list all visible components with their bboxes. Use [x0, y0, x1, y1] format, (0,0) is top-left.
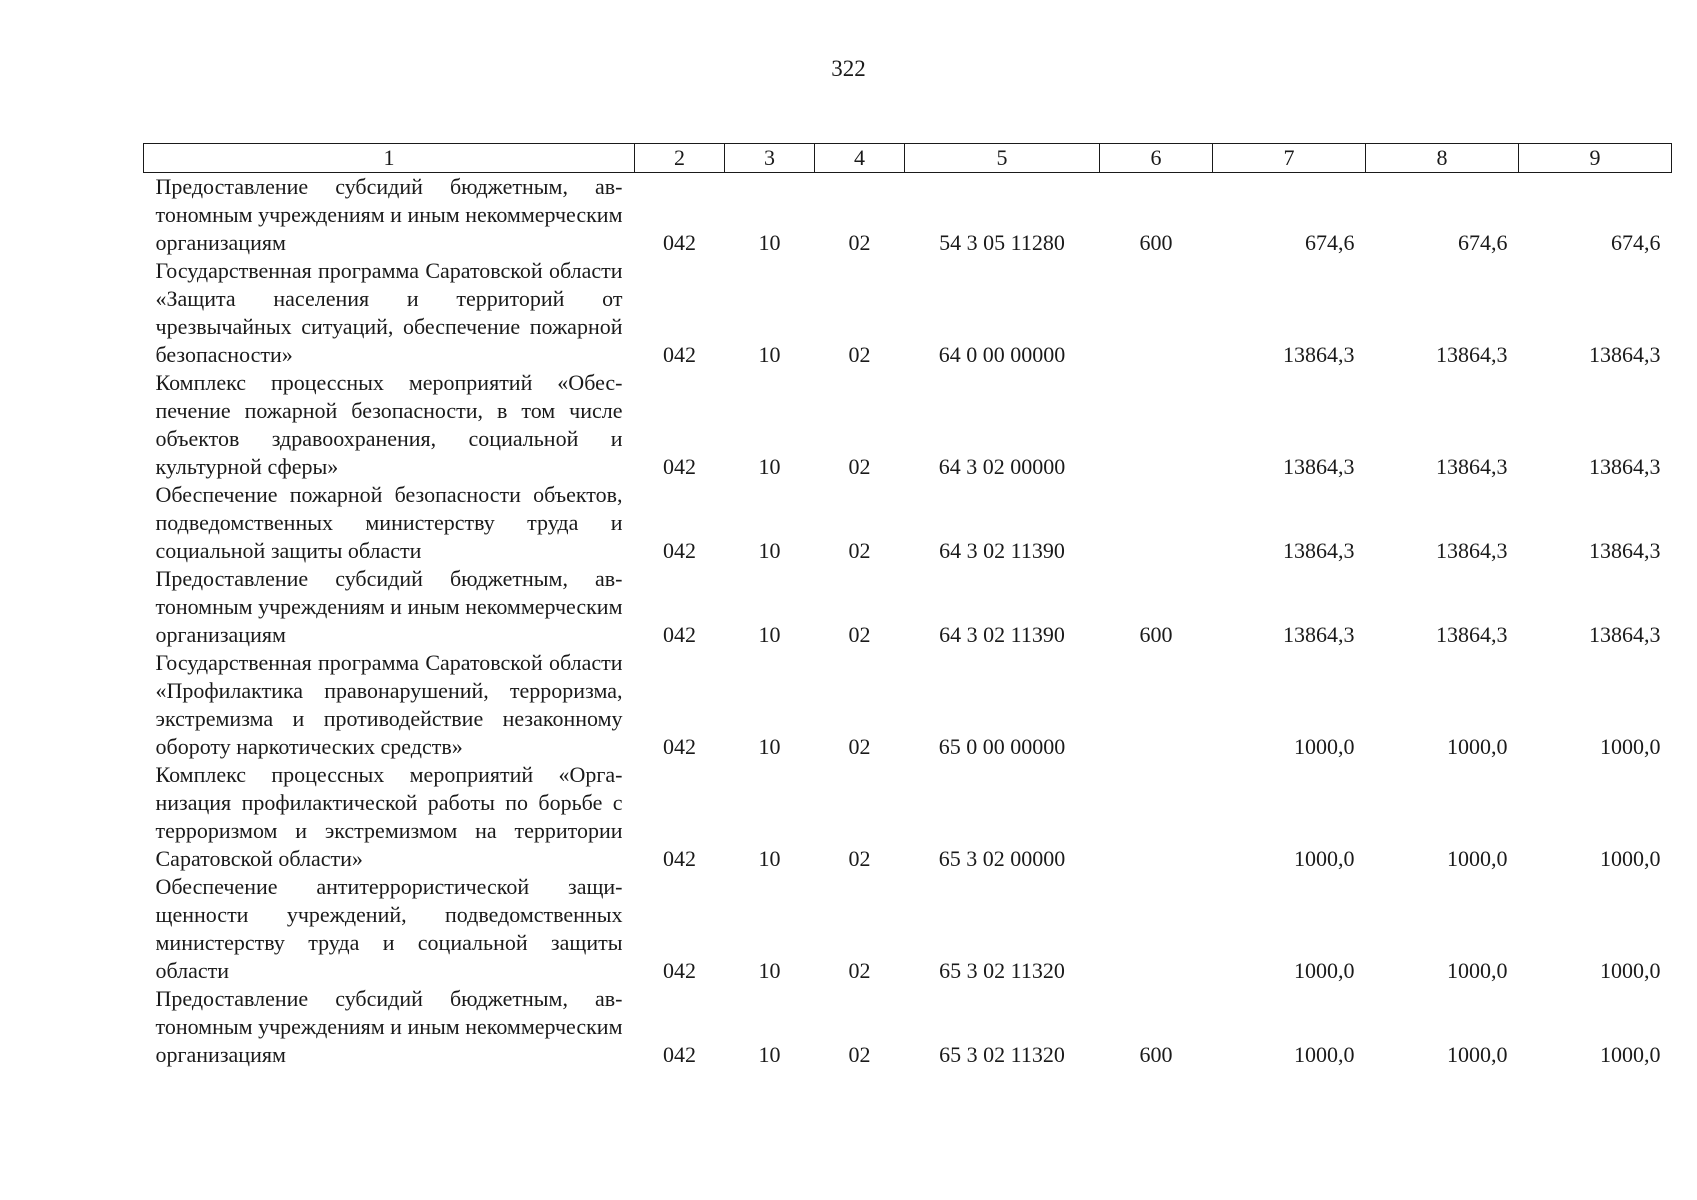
amount-cell: 674,6 [1458, 230, 1508, 255]
expense-type-cell: 600 [1139, 230, 1173, 255]
expense-type-cell [1100, 873, 1213, 985]
subsection-cell: 02 [848, 622, 871, 647]
amount-cell: 1000,0 [1447, 958, 1508, 983]
code-cell: 042 [663, 958, 696, 983]
amount-cell: 13864,3 [1283, 454, 1355, 479]
target-article-cell: 64 3 02 11390 [939, 538, 1065, 563]
section-cell: 10 [758, 454, 781, 479]
subsection-cell: 02 [848, 958, 871, 983]
subsection-cell: 02 [848, 342, 871, 367]
table-body [144, 173, 1672, 1070]
table-row [144, 565, 1672, 649]
target-article-cell: 64 3 02 00000 [938, 454, 1066, 479]
section-cell: 10 [758, 622, 781, 647]
target-article-cell: 65 0 00 00000 [938, 734, 1066, 759]
section-cell: 10 [758, 342, 781, 367]
table-row [144, 649, 1672, 761]
section-cell: 10 [758, 1042, 781, 1067]
amount-cell: 13864,3 [1283, 622, 1355, 647]
subsection-cell: 02 [848, 734, 871, 759]
amount-cell: 1000,0 [1447, 846, 1508, 871]
section-cell: 10 [758, 958, 781, 983]
target-article-cell: 65 3 02 00000 [938, 846, 1066, 871]
code-cell: 042 [663, 734, 696, 759]
table-row [144, 873, 1672, 985]
code-cell: 042 [663, 538, 696, 563]
row-name-cell: Предоставление субсидий бюджетным, автономным учреждениям и иным некоммерческим организациям [155, 986, 623, 1067]
amount-cell: 13864,3 [1436, 622, 1508, 647]
subsection-cell: 02 [848, 1042, 871, 1067]
subsection-cell: 02 [848, 230, 871, 255]
row-name-cell: Предоставление субсидий бюджетным, автономным учреждениям и иным некоммерческим организациям [155, 174, 623, 255]
target-article-cell: 64 0 00 00000 [938, 342, 1066, 367]
code-cell: 042 [663, 230, 696, 255]
table-row [144, 985, 1672, 1069]
amount-cell: 13864,3 [1589, 538, 1661, 563]
code-cell: 042 [663, 342, 696, 367]
header-cell: 8 [1366, 144, 1519, 173]
amount-cell: 674,6 [1611, 230, 1661, 255]
amount-cell: 1000,0 [1600, 1042, 1661, 1067]
row-name-cell: Предоставление субсидий бюджетным, автономным учреждениям и иным некоммерческим организациям [155, 566, 623, 647]
code-cell: 042 [663, 622, 696, 647]
row-name-cell: Комплекс процессных мероприятий «Обеспечение пожарной безопасности, в том числе объектов здравоохранения, социальной и культурной сферы» [155, 370, 623, 479]
amount-cell: 1000,0 [1600, 846, 1661, 871]
expense-type-cell [1100, 761, 1213, 873]
amount-cell: 1000,0 [1447, 1042, 1508, 1067]
expense-type-cell [1100, 649, 1213, 761]
row-name-cell: Обеспечение антитеррористической защищенности учреждений, подведомственных министерству труда и социальной защиты области [155, 874, 623, 983]
expense-type-cell [1100, 369, 1213, 481]
header-cell: 9 [1519, 144, 1672, 173]
target-article-cell: 64 3 02 11390 [939, 622, 1065, 647]
section-cell: 10 [758, 734, 781, 759]
table-row [144, 761, 1672, 873]
header-cell: 2 [635, 144, 725, 173]
amount-cell: 13864,3 [1283, 538, 1355, 563]
header-cell: 6 [1100, 144, 1213, 173]
subsection-cell: 02 [848, 454, 871, 479]
section-cell: 10 [758, 230, 781, 255]
amount-cell: 1000,0 [1294, 846, 1355, 871]
section-cell: 10 [758, 538, 781, 563]
header-cell: 5 [905, 144, 1100, 173]
amount-cell: 13864,3 [1436, 538, 1508, 563]
amount-cell: 13864,3 [1283, 342, 1355, 367]
amount-cell: 674,6 [1305, 230, 1355, 255]
header-cell: 7 [1213, 144, 1366, 173]
row-name-cell: Государственная программа Саратовской области «Профилактика правонарушений, терроризма, экстремизма и противодействие незаконному обороту наркотических средств» [155, 650, 623, 759]
table-row [144, 257, 1672, 369]
row-name-cell: Обеспечение пожарной безопасности объектов, подведомственных министерству труда и социальной защиты области [155, 482, 623, 563]
subsection-cell: 02 [848, 846, 871, 871]
amount-cell: 1000,0 [1294, 734, 1355, 759]
amount-cell: 1000,0 [1447, 734, 1508, 759]
amount-cell: 13864,3 [1589, 342, 1661, 367]
code-cell: 042 [663, 1042, 696, 1067]
expense-type-cell: 600 [1139, 622, 1173, 647]
table-row [144, 173, 1672, 258]
page-number: 322 [831, 56, 866, 81]
expense-type-cell: 600 [1139, 1042, 1173, 1067]
row-name-cell: Государственная программа Саратовской области «Защита населения и территорий от чрезвычайных ситуаций, обеспечение пожарной безопасности» [155, 258, 623, 367]
code-cell: 042 [663, 454, 696, 479]
table-row [144, 481, 1672, 565]
expense-type-cell [1100, 257, 1213, 369]
amount-cell: 1000,0 [1600, 958, 1661, 983]
target-article-cell: 65 3 02 11320 [939, 958, 1065, 983]
header-cell: 4 [815, 144, 905, 173]
amount-cell: 13864,3 [1589, 622, 1661, 647]
target-article-cell: 65 3 02 11320 [939, 1042, 1065, 1067]
table-header [144, 144, 1672, 173]
amount-cell: 13864,3 [1589, 454, 1661, 479]
amount-cell: 13864,3 [1436, 454, 1508, 479]
header-cell: 1 [144, 144, 635, 173]
section-cell: 10 [758, 846, 781, 871]
subsection-cell: 02 [848, 538, 871, 563]
target-article-cell: 54 3 05 11280 [939, 230, 1065, 255]
header-cell: 3 [725, 144, 815, 173]
table-row [144, 369, 1672, 481]
code-cell: 042 [663, 846, 696, 871]
amount-cell: 1000,0 [1600, 734, 1661, 759]
budget-table [143, 143, 1672, 1069]
row-name-cell: Комплекс процессных мероприятий «Организация профилактической работы по борьбе с терроризмом и экстремизмом на территории Саратовской области» [155, 762, 623, 871]
expense-type-cell [1100, 481, 1213, 565]
amount-cell: 1000,0 [1294, 1042, 1355, 1067]
header-row [144, 144, 1672, 173]
amount-cell: 13864,3 [1436, 342, 1508, 367]
amount-cell: 1000,0 [1294, 958, 1355, 983]
